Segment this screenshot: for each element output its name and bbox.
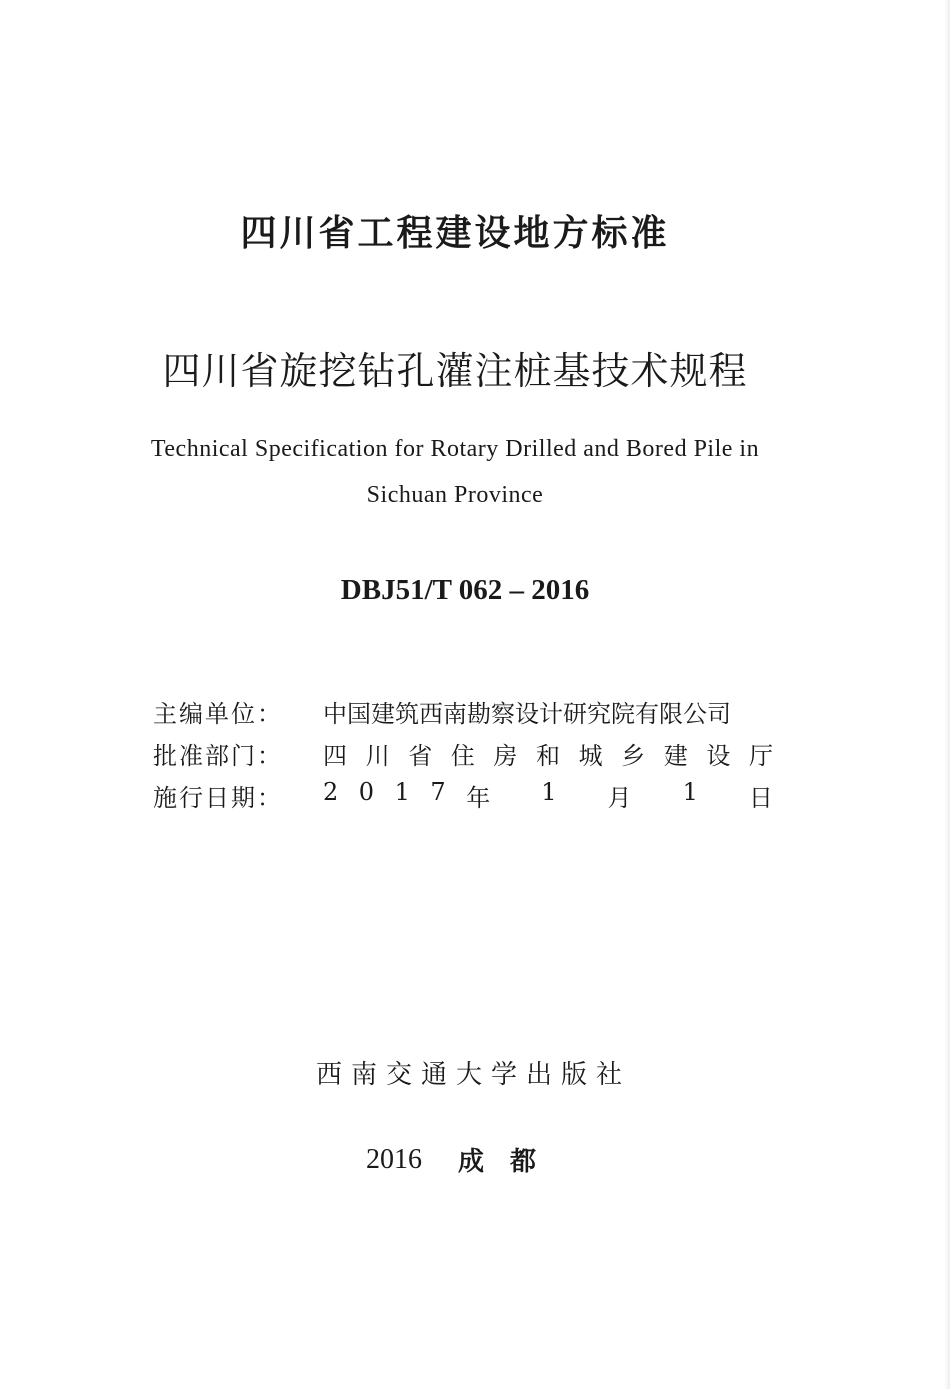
effective-date-char: 2	[323, 777, 339, 806]
publication-year: 2016	[366, 1143, 422, 1175]
approver-char: 四	[323, 741, 347, 770]
effective-date-char	[577, 778, 587, 813]
effective-date-char: 1	[682, 777, 698, 806]
document-title-en	[60, 426, 850, 518]
effective-date-char	[718, 778, 728, 813]
effective-date-value	[323, 778, 773, 813]
editor-value: 中国建筑西南勘察设计研究院有限公司	[323, 699, 731, 728]
approver-row	[153, 732, 773, 774]
approver-char: 房	[493, 741, 518, 770]
approver-char: 和	[535, 741, 560, 770]
standard-code: DBJ51/T 062 – 2016	[340, 574, 590, 606]
title-en-line-2: Sichuan Province	[366, 482, 544, 508]
series-title: 四川省工程建设地方标准	[240, 213, 670, 254]
approver-char: 住	[450, 741, 475, 770]
scan-edge-shadow	[944, 0, 950, 1389]
effective-date-char: 7	[430, 777, 446, 806]
effective-date-label: 施行日期：	[153, 783, 283, 812]
approver-char: 建	[663, 741, 688, 770]
effective-date-char	[511, 778, 521, 813]
publisher: 西南交通大学出版社	[316, 1060, 632, 1090]
effective-date-char: 1	[394, 777, 410, 806]
document-title-zh: 四川省旋挖钻孔灌注桩基技术规程	[162, 349, 748, 393]
effective-date-char: 0	[358, 777, 375, 806]
info-block	[153, 690, 773, 816]
approver-char: 城	[578, 741, 603, 770]
effective-date-char: 年	[466, 783, 491, 812]
effective-date-char: 1	[541, 777, 557, 806]
approver-value	[323, 736, 773, 771]
editor-row	[153, 690, 773, 732]
effective-date-row	[153, 774, 773, 816]
publication-line	[366, 1141, 562, 1178]
approver-char: 乡	[621, 741, 646, 770]
publication-city: 成都	[458, 1147, 563, 1177]
approver-char: 川	[365, 741, 390, 770]
approver-label: 批准部门：	[153, 741, 283, 770]
effective-date-char: 月	[607, 783, 632, 812]
effective-date-char: 日	[748, 783, 773, 812]
editor-label: 主编单位：	[153, 699, 283, 728]
title-en-line-1: Technical Specification for Rotary Drilled and Bored Pile in	[150, 436, 760, 462]
approver-char: 厅	[748, 741, 773, 770]
effective-date-char	[652, 778, 662, 813]
approver-char: 设	[706, 741, 731, 770]
approver-char: 省	[408, 741, 433, 770]
